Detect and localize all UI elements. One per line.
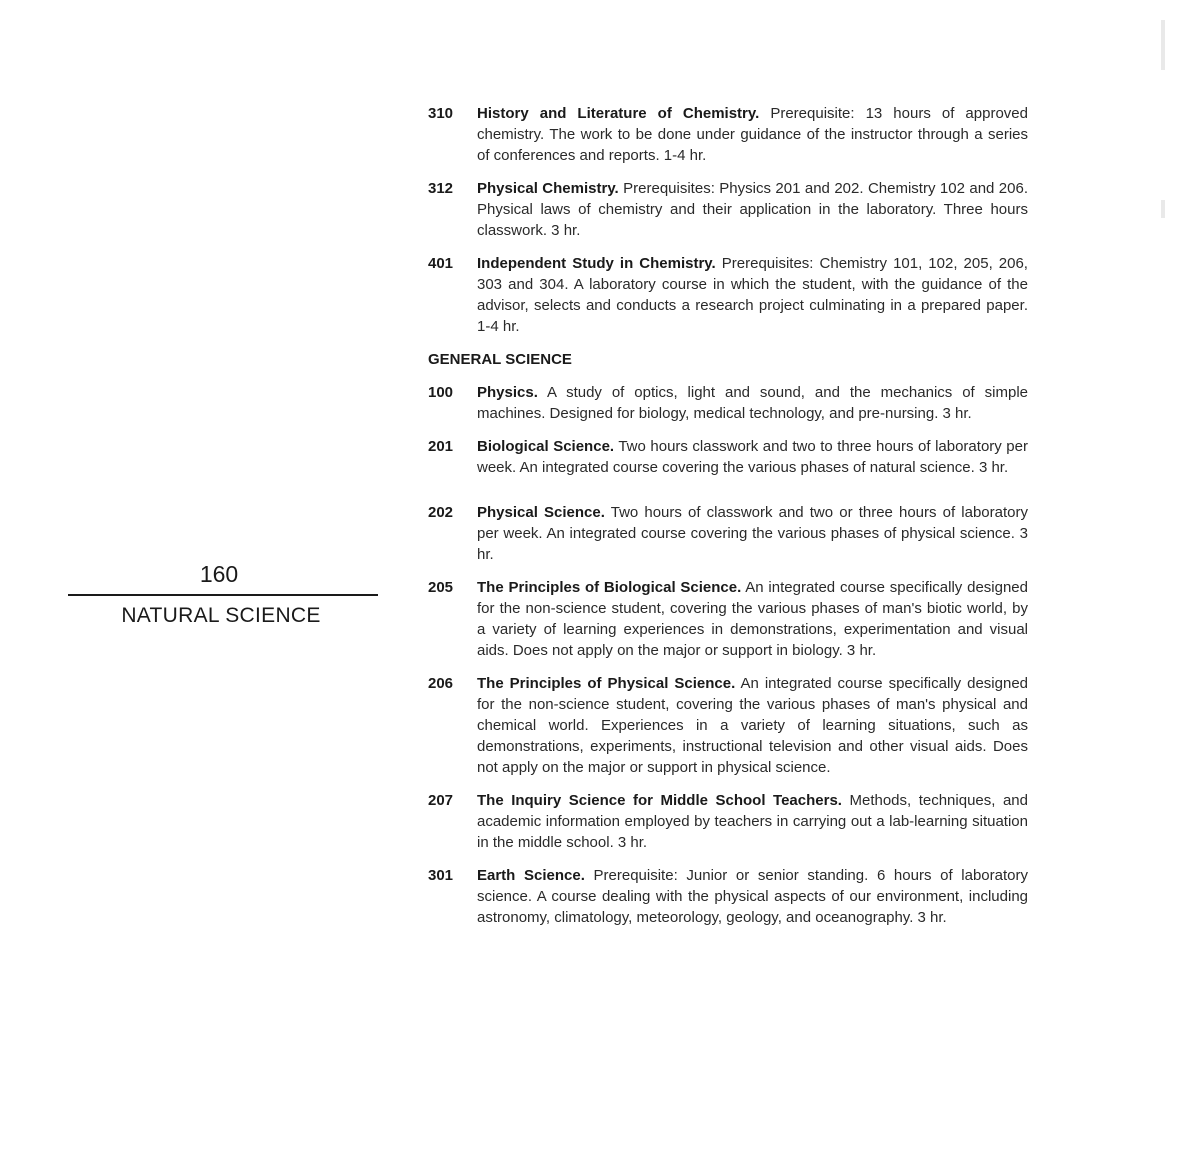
course-entry	[428, 673, 1028, 778]
section-heading: GENERAL SCIENCE	[428, 351, 572, 368]
course-text: Prerequisites: Physics 201 and 202. Chemistry 102 and 206. Physical laws of chemistry and their application in the laboratory. Three hours classwork. 3 hr.	[477, 180, 1028, 239]
course-entry	[428, 253, 1028, 337]
course-code: 207	[428, 792, 454, 809]
course-text: Prerequisite: 13 hours of approved chemistry. The work to be done under guidance of the instructor through a series of conferences and reports. 1-4 hr.	[477, 105, 1028, 164]
course-title: The Principles of Biological Science.	[477, 579, 742, 596]
course-entry	[428, 103, 1028, 166]
course-listing	[428, 103, 1028, 940]
course-description	[477, 178, 1028, 241]
course-text: Two hours classwork and two to three hours of laboratory per week. An integrated course covering the various phases of natural science. 3 hr.	[477, 438, 1028, 476]
course-title: The Inquiry Science for Middle School Teachers.	[477, 792, 842, 809]
course-title: Physical Science.	[477, 504, 605, 521]
course-description	[477, 253, 1028, 337]
course-entry	[428, 382, 1028, 424]
course-entry	[428, 865, 1028, 928]
course-code: 201	[428, 438, 454, 455]
course-entry	[428, 577, 1028, 661]
course-text: Methods, techniques, and academic information employed by teachers in carrying out a lab-learning situation in the middle school. 3 hr.	[477, 792, 1028, 851]
course-entry	[428, 178, 1028, 241]
course-code: 312	[428, 180, 454, 197]
course-title: Physical Chemistry.	[477, 180, 619, 197]
course-title: Physics.	[477, 384, 538, 401]
course-description	[477, 502, 1028, 565]
course-entry	[428, 790, 1028, 853]
course-text: Prerequisites: Chemistry 101, 102, 205, 206, 303 and 304. A laboratory course in which the student, with the guidance of the advisor, selects and conducts a research project culminating in a prepared paper. 1-4 hr.	[477, 255, 1028, 335]
course-text: An integrated course specifically designed for the non-science student, covering the various phases of man's biotic world, by a variety of learning experiences in demonstrations, experimentation and visual aids. Does not apply on the major or support in biology. 3 hr.	[477, 579, 1028, 659]
course-text: A study of optics, light and sound, and the mechanics of simple machines. Designed for biology, medical technology, and pre-nursing. 3 hr.	[477, 384, 1028, 422]
side-header	[68, 560, 378, 629]
course-title: The Principles of Physical Science.	[477, 675, 736, 692]
course-entry	[428, 502, 1028, 565]
course-code: 401	[428, 255, 454, 272]
course-title: History and Literature of Chemistry.	[477, 105, 760, 122]
course-description	[477, 382, 1028, 424]
course-description	[477, 577, 1028, 661]
course-title: Independent Study in Chemistry.	[477, 255, 716, 272]
course-code: 100	[428, 384, 454, 401]
scan-artifact	[1161, 200, 1165, 218]
course-title: Earth Science.	[477, 867, 585, 884]
course-description	[477, 673, 1028, 778]
course-entry	[428, 436, 1028, 478]
divider-rule	[68, 594, 378, 596]
page-number: 160	[199, 561, 239, 587]
course-code: 310	[428, 105, 454, 122]
scan-artifact	[1161, 20, 1165, 70]
course-code: 206	[428, 675, 454, 692]
course-description	[477, 790, 1028, 853]
course-text: Prerequisite: Junior or senior standing. 6 hours of laboratory science. A course dealing with the physical aspects of our environment, including astronomy, climatology, meteorology, geology, and oceanography. 3 hr.	[477, 867, 1028, 926]
course-code: 205	[428, 579, 454, 596]
course-text: An integrated course specifically designed for the non-science student, covering the various phases of man's physical and chemical world. Experiences in a variety of learning situations, such as demonstrations, experiments, instructional television and other visual aids. Does not apply on the major or support in physical science.	[477, 675, 1029, 776]
section-title: NATURAL SCIENCE	[121, 604, 321, 627]
course-description	[477, 103, 1028, 166]
course-title: Biological Science.	[477, 438, 615, 455]
course-description	[477, 436, 1028, 478]
course-text: Two hours of classwork and two or three hours of laboratory per week. An integrated course covering the various phases of physical science. 3 hr.	[477, 504, 1028, 563]
course-code: 301	[428, 867, 454, 884]
course-code: 202	[428, 504, 454, 521]
course-description	[477, 865, 1028, 928]
